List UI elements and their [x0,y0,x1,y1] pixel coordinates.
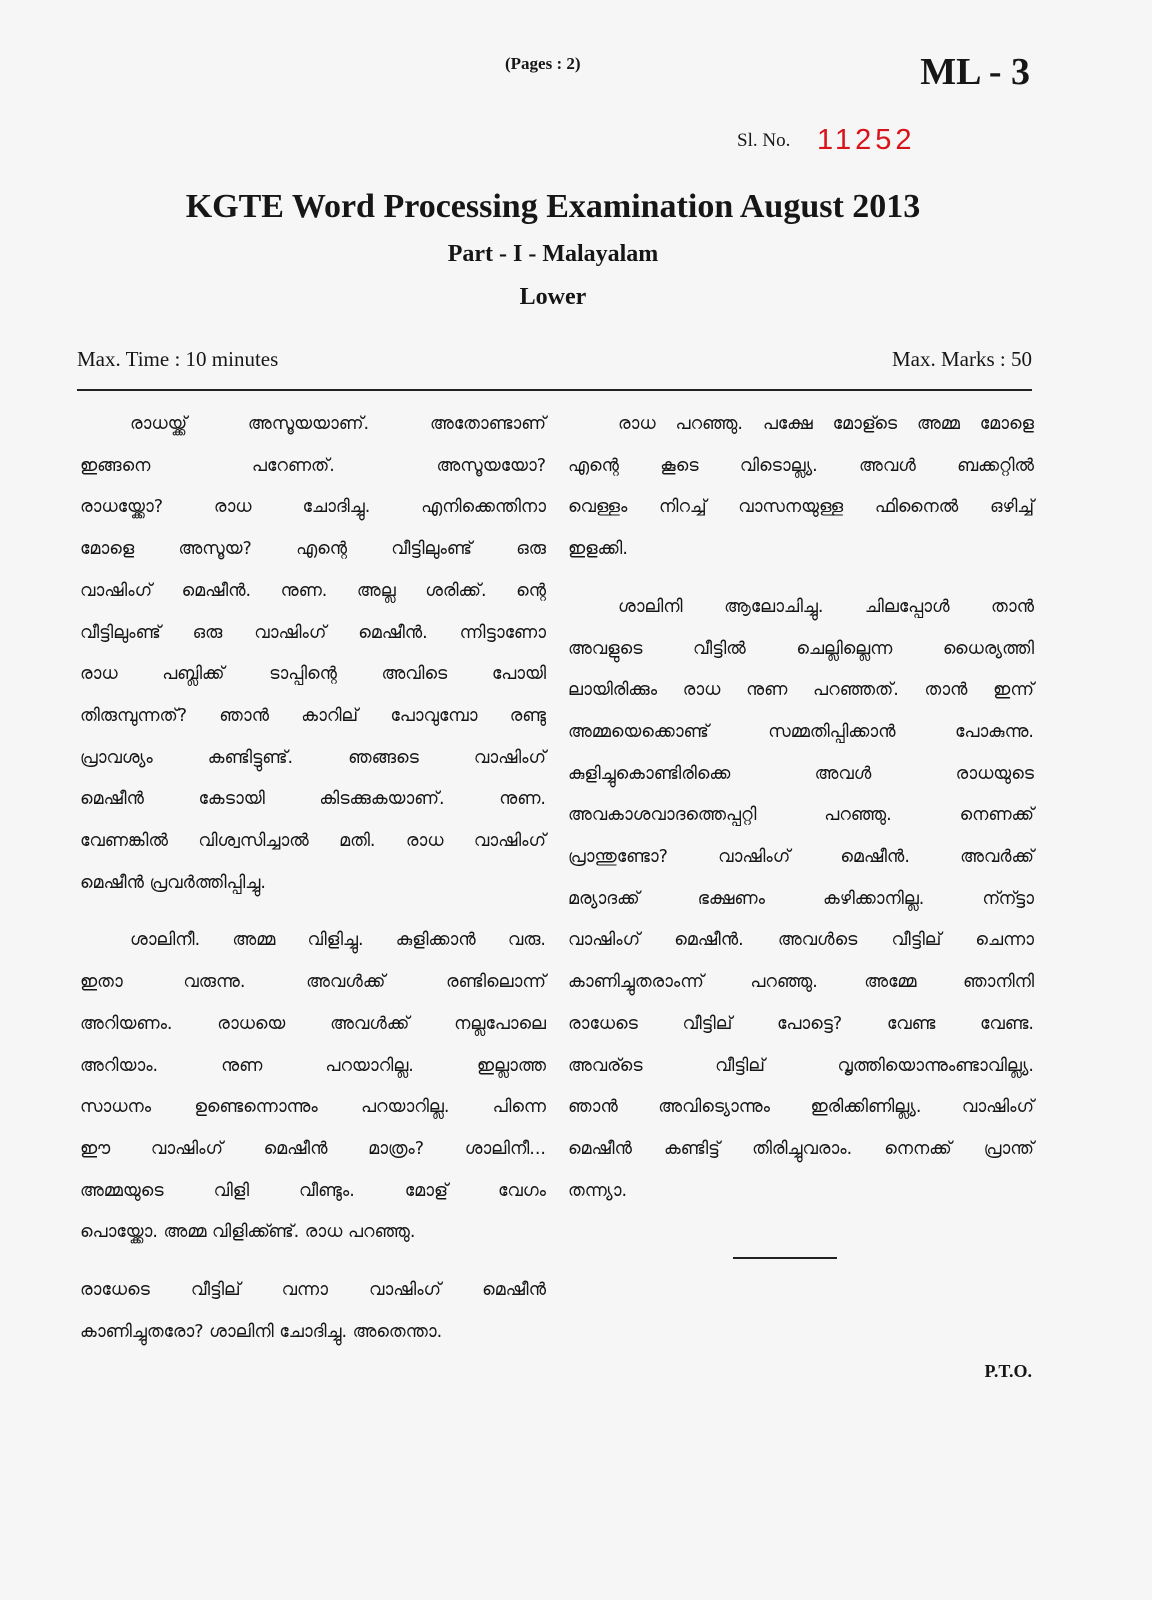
text-line: മെഷീൻ കണ്ടിട്ട് തിരിച്ചുവരാം. നെനക്ക് പ്രാന്ത് [568,1138,1034,1159]
text-line: മെഷീൻ പ്രവർത്തിപ്പിച്ചു. [80,872,266,893]
exam-title: KGTE Word Processing Examination August 2013 [185,188,921,225]
please-turn-over: P.T.O. [984,1361,1032,1381]
text-line: രാധേടെ വീട്ടില് വന്നാ വാഷിംഗ് മെഷീൻ [80,1280,546,1301]
serial-label: Sl. No. [737,130,791,151]
text-line: അവകാശവാദത്തെപ്പറ്റി പറഞ്ഞു. നെണക്ക് [568,805,1034,826]
text-line: പ്രാന്തുണ്ടോ? വാഷിംഗ് മെഷീൻ. അവർക്ക് [568,847,1034,868]
text-line: ഇങ്ങനെ പറേണത്. അസൂയയോ? [80,455,546,476]
text-line: രാധ പബ്ലിക്ക് ടാപ്പിന്റെ അവിടെ പോയി [80,664,546,685]
text-line: അവര്ടെ വീട്ടില് വൃത്തിയൊന്നുംണ്ടാവില്ല്യ. [568,1055,1034,1076]
text-line: അറിയാം. നുണ പറയാറില്ല. ഇല്ലാത്ത [80,1055,546,1076]
text-line: മര്യാദക്ക് ഭക്ഷണം കഴിക്കാനില്ല. ന്ന്ട്ടാ [568,888,1034,909]
exam-level: Lower [519,284,587,310]
text-line: പൊയ്ക്കോ. അമ്മ വിളിക്ക്ണ്ട്. രാധ പറഞ്ഞു. [80,1222,416,1243]
text-line: ഈ വാഷിംഗ് മെഷീൻ മാത്രം? ശാലിനീ... [80,1138,546,1159]
text-line: വീട്ടിലുംണ്ട് ഒരു വാഷിംഗ് മെഷീൻ. ന്നിട്ടാണോ [80,622,546,643]
text-line: കാണിച്ചുതരോ? ശാലിനി ചോദിച്ചു. അതെന്താ. [80,1321,443,1342]
text-line: അമ്മയുടെ വിളി വീണ്ടും. മോള് വേഗം [80,1180,546,1201]
header-divider [77,389,1032,391]
text-line: വാഷിംഗ് മെഷീൻ. നുണ. അല്ല ശരിക്ക്. ന്റെ [80,580,546,601]
text-line: തിരുമ്പുന്നത്? ഞാൻ കാറില് പോവുമ്പോ രണ്ടു [80,705,546,726]
text-line: സാധനം ഉണ്ടെന്നൊന്നും പറയാറില്ല. പിന്നെ [80,1097,546,1118]
text-line: രാധയ്ക്ക് അസൂയയാണ്. അതോണ്ടാണ് [130,414,546,434]
paragraph [80,1270,546,1353]
paragraph [568,587,1034,1213]
text-line: കുളിച്ചുകൊണ്ടിരിക്കെ അവൾ രാധയുടെ [568,763,1034,784]
text-line: ശാലിനി ആലോചിച്ചു. ചിലപ്പോൾ താൻ [618,596,1034,617]
text-line: ഇതാ വരുന്നു. അവൾക്ക് രണ്ടിലൊന്ന് [80,972,546,993]
paragraph [568,404,1034,571]
paragraph [80,920,546,1254]
text-line: ലായിരിക്കും രാധ നുണ പറഞ്ഞത്. താൻ ഇന്ന് [568,680,1034,701]
serial-number: 11252 [817,124,916,156]
exam-part: Part - I - Malayalam [447,241,659,267]
text-line: വേണങ്കിൽ വിശ്വസിച്ചാൽ മതി. രാധ വാഷിംഗ് [80,831,546,852]
right-text-column [568,404,1034,1228]
paragraph [80,404,546,904]
text-line: ഇളക്കി. [568,539,628,560]
max-marks: Max. Marks : 50 [892,347,1032,371]
text-line: ഞാൻ അവിട്യൊന്നും ഇരിക്കിണില്ല്യ. വാഷിംഗ് [568,1097,1034,1118]
text-line: കാണിച്ചുതരാംന്ന് പറഞ്ഞു. അമ്മേ ഞാനിനി [568,972,1034,993]
text-line: അവളുടെ വീട്ടിൽ ചെല്ലില്ലെന്ന ധൈര്യത്തി [568,638,1034,659]
page-count: (Pages : 2) [505,54,581,73]
text-line: അമ്മയെക്കൊണ്ട് സമ്മതിപ്പിക്കാൻ പോകുന്നു. [568,721,1034,742]
text-line: തന്ന്യാ. [568,1180,628,1201]
text-line: രാധയ്ക്കോ? രാധ ചോദിച്ചു. എനിക്കെന്തിനാ [80,497,546,518]
text-line: മോളെ അസൂയ? എന്റെ വീട്ടിലുംണ്ട് ഒരു [80,539,546,560]
text-line: വാഷിംഗ് മെഷീൻ. അവൾടെ വീട്ടില് ചെന്നാ [568,930,1034,951]
text-line: രാധ പറഞ്ഞു. പക്ഷേ മോള്ടെ അമ്മ മോളെ [618,414,1034,434]
text-line: എന്റെ കൂടെ വിടൊല്ല്യ. അവൾ ബക്കറ്റിൽ [568,455,1034,476]
text-line: പ്രാവശ്യം കണ്ടിട്ടുണ്ട്. ഞങ്ങടെ വാഷിംഗ് [80,747,546,768]
text-line: വെള്ളം നിറച്ച് വാസനയുള്ള ഫിനൈൽ ഒഴിച്ച് [568,497,1034,518]
max-time: Max. Time : 10 minutes [77,347,279,371]
text-line: ശാലിനീ. അമ്മ വിളിച്ചു. കുളിക്കാൻ വരു. [130,930,546,951]
left-text-column [80,404,546,1369]
paper-code: ML - 3 [920,51,1030,93]
text-line: അറിയണം. രാധയെ അവൾക്ക് നല്ലപോലെ [80,1013,546,1034]
end-of-text-divider [733,1257,837,1259]
text-line: രാധേടെ വീട്ടില് പോട്ടെ? വേണ്ട വേണ്ട. [568,1013,1034,1034]
text-line: മെഷീൻ കേടായി കിടക്കുകയാണ്. നുണ. [80,789,546,810]
